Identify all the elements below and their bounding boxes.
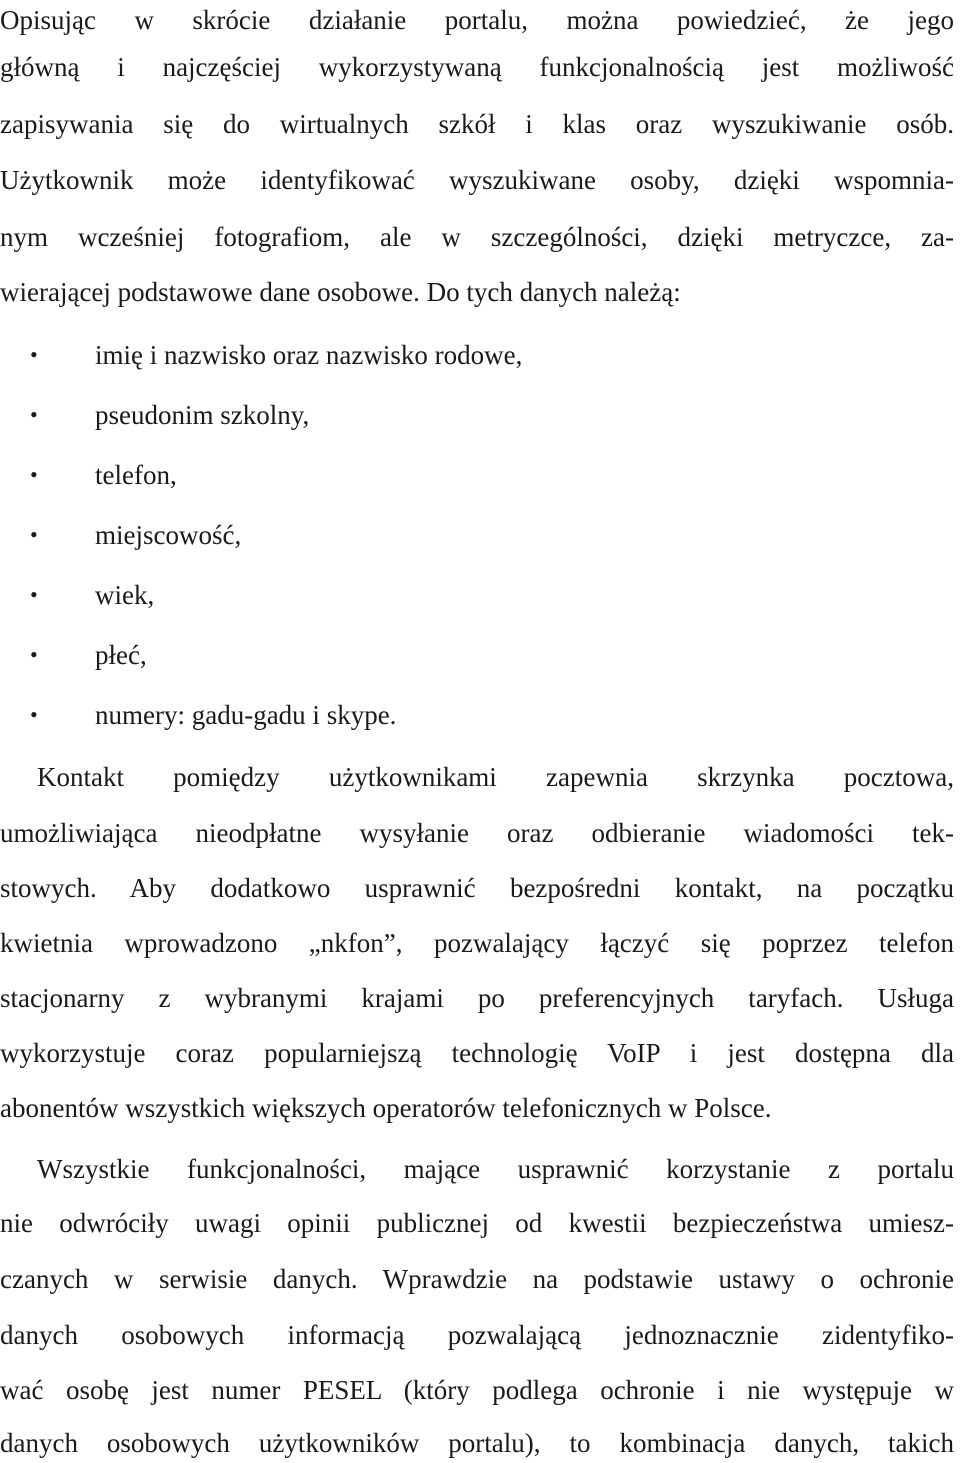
paragraph-line: nie odwróciły uwagi opinii publicznej od kwestii bezpieczeństwa umiesz- (0, 1208, 954, 1238)
bullet-icon: • (30, 522, 38, 547)
bullet-icon: • (30, 702, 38, 727)
paragraph-line: Wszystkie funkcjonalności, mające usprawnić korzystanie z portalu (37, 1154, 954, 1184)
paragraph-line: czanych w serwisie danych. Wprawdzie na podstawie ustawy o ochronie (0, 1264, 954, 1294)
paragraph-line: wać osobę jest numer PESEL (który podlega ochronie i nie występuje w (0, 1375, 954, 1405)
paragraph-line: Użytkownik może identyfikować wyszukiwane osoby, dzięki wspomnia- (0, 165, 954, 195)
list-item-text: imię i nazwisko oraz nazwisko rodowe, (95, 340, 523, 370)
paragraph-line: danych osobowych użytkowników portalu), to kombinacja danych, takich (0, 1428, 954, 1458)
list-item-text: miejscowość, (95, 520, 242, 550)
bullet-icon: • (30, 342, 38, 367)
paragraph-line: główną i najczęściej wykorzystywaną funkcjonalnością jest możliwość (0, 52, 954, 82)
list-item-text: wiek, (95, 580, 155, 610)
paragraph-line: stowych. Aby dodatkowo usprawnić bezpośredni kontakt, na początku (0, 873, 954, 903)
paragraph-line: Opisując w skrócie działanie portalu, można powiedzieć, że jego (0, 5, 954, 35)
list-item-text: telefon, (95, 460, 177, 490)
paragraph-line: abonentów wszystkich większych operatorów telefonicznych w Polsce. (0, 1093, 772, 1123)
list-item-text: płeć, (95, 640, 147, 670)
paragraph-line: wykorzystuje coraz popularniejszą technologię VoIP i jest dostępna dla (0, 1038, 954, 1068)
paragraph-line: kwietnia wprowadzono „nkfon”, pozwalający łączyć się poprzez telefon (0, 928, 954, 958)
paragraph-line: Kontakt pomiędzy użytkownikami zapewnia skrzynka pocztowa, (37, 762, 954, 792)
bullet-icon: • (30, 462, 38, 487)
paragraph-line: nym wcześniej fotografiom, ale w szczególności, dzięki metryczce, za- (0, 222, 954, 252)
paragraph-line: danych osobowych informacją pozwalającą jednoznacznie zidentyfiko- (0, 1320, 954, 1350)
bullet-icon: • (30, 642, 38, 667)
list-item-text: numery: gadu-gadu i skype. (95, 700, 397, 730)
paragraph-line: wierającej podstawowe dane osobowe. Do tych danych należą: (0, 277, 681, 307)
bullet-icon: • (30, 402, 38, 427)
paragraph-line: zapisywania się do wirtualnych szkół i klas oraz wyszukiwanie osób. (0, 109, 954, 139)
list-item-text: pseudonim szkolny, (95, 400, 310, 430)
bullet-icon: • (30, 582, 38, 607)
paragraph-line: stacjonarny z wybranymi krajami po preferencyjnych taryfach. Usługa (0, 983, 954, 1013)
paragraph-line: umożliwiająca nieodpłatne wysyłanie oraz odbieranie wiadomości tek- (0, 818, 954, 848)
